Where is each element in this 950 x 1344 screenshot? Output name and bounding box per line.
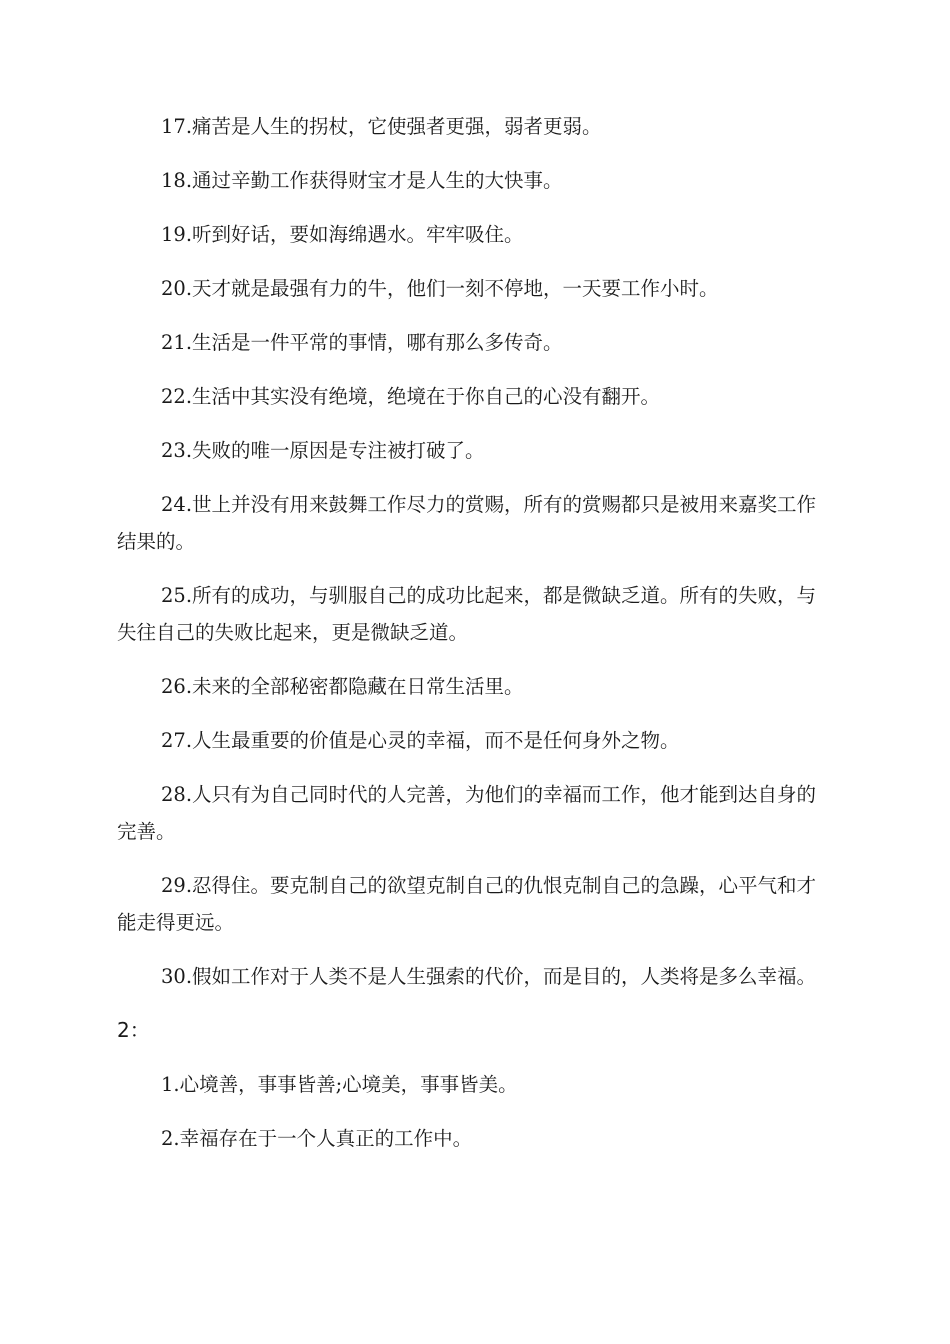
section-2-quote-1: 1.心境善，事事皆善;心境美，事事皆美。 [161,1073,518,1096]
section-2-quote-2: 2.幸福存在于一个人真正的工作中。 [161,1127,473,1150]
document-body [117,108,825,1174]
quote-28: 28.人只有为自己同时代的人完善，为他们的幸福而工作，他才能到达自身的完善。 [117,783,817,843]
quote-25: 25.所有的成功，与驯服自己的成功比起来，都是微缺乏道。所有的失败，与失往自己的失败比起来，更是微缺乏道。 [117,584,817,644]
quote-30: 30.假如工作对于人类不是人生强索的代价，而是目的，人类将是多么幸福。 [161,965,817,988]
quote-20: 20.天才就是最强有力的牛，他们一刻不停地，一天要工作小时。 [161,277,719,300]
quote-19: 19.听到好话，要如海绵遇水。牢牢吸住。 [161,223,524,246]
quote-21: 21.生活是一件平常的事情，哪有那么多传奇。 [161,331,563,354]
quote-18: 18.通过辛勤工作获得财宝才是人生的大快事。 [161,169,563,192]
quote-22: 22.生活中其实没有绝境，绝境在于你自己的心没有翻开。 [161,385,661,408]
quote-17: 17.痛苦是人生的拐杖，它使强者更强，弱者更弱。 [161,115,602,138]
quote-27: 27.人生最重要的价值是心灵的幸福，而不是任何身外之物。 [161,729,680,752]
quote-23: 23.失败的唯一原因是专注被打破了。 [161,439,485,462]
quote-26: 26.未来的全部秘密都隐藏在日常生活里。 [161,675,524,698]
quote-24: 24.世上并没有用来鼓舞工作尽力的赏赐，所有的赏赐都只是被用来嘉奖工作结果的。 [117,493,817,553]
quote-29: 29.忍得住。要克制自己的欲望克制自己的仇恨克制自己的急躁，心平气和才能走得更远。 [117,874,817,934]
section-2-heading: 2： [117,1018,150,1042]
